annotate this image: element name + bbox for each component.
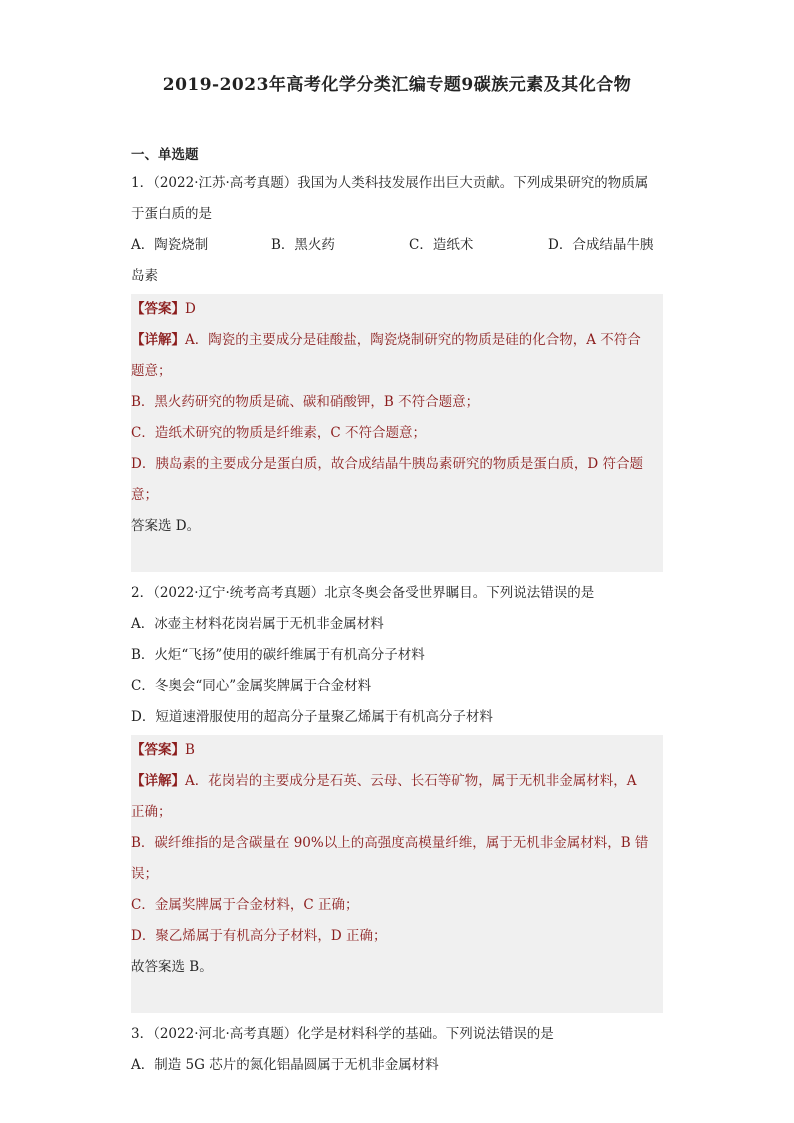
detail-tag: 【详解】 [131,332,185,348]
question-stem: 3．（2022·河北·高考真题）化学是材料科学的基础。下列说法错误的是 [131,1026,554,1042]
detail-line: 意； [131,487,158,503]
answer-tag: 【答案】 [131,301,185,317]
option-d: D．短道速滑服使用的超高分子量聚乙烯属于有机高分子材料 [131,709,493,725]
detail-line: C．造纸术研究的物质是纤维素，C 不符合题意； [131,425,426,441]
answer-value: B [185,742,195,758]
question-stem: 2．（2022·辽宁·统考高考真题）北京冬奥会备受世界瞩目。下列说法错误的是 [131,585,595,601]
option-c: C．冬奥会“同心”金属奖牌属于合金材料 [131,678,372,694]
answer-value: D [185,301,196,317]
detail-line: 正确； [131,804,172,820]
option-d-continued: 岛素 [131,268,158,284]
option-c: C．造纸术 [409,237,474,253]
detail-line: B．黑火药研究的物质是硫、碳和硝酸钾，B 不符合题意； [131,394,480,410]
question-1 [131,168,663,572]
options-row [131,230,663,261]
answer-block [131,294,663,572]
option-a: A．陶瓷烧制 [131,237,209,253]
answer-block [131,735,663,1013]
detail-line: C．金属奖牌属于合金材料，C 正确； [131,897,359,913]
detail-line: 误； [131,866,158,882]
answer-line [131,294,663,325]
option-b: B．黑火药 [271,237,335,253]
option-a: A．冰壶主材料花岗岩属于无机非金属材料 [131,616,384,632]
option-a: A．制造 5G 芯片的氮化铝晶圆属于无机非金属材料 [131,1057,439,1073]
content [131,144,663,1081]
detail-line: 【详解】A．陶瓷的主要成分是硅酸盐，陶瓷烧制研究的物质是硅的化合物，A 不符合 [131,332,641,348]
question-2 [131,578,663,1013]
detail-line: D．胰岛素的主要成分是蛋白质，故合成结晶牛胰岛素研究的物质是蛋白质，D 符合题 [131,456,643,472]
detail-line: D．聚乙烯属于有机高分子材料，D 正确； [131,928,387,944]
question-stem: 于蛋白质的是 [131,206,212,222]
question-3 [131,1019,663,1081]
option-b: B．火炬“飞扬”使用的碳纤维属于有机高分子材料 [131,647,425,663]
detail-tag: 【详解】 [131,773,185,789]
section-heading: 一、单选题 [131,147,199,163]
detail-line: B．碳纤维指的是含碳量在 90%以上的高强度高模量纤维，属于无机非金属材料，B 错 [131,835,649,851]
question-stem: 1．（2022·江苏·高考真题）我国为人类科技发展作出巨大贡献。下列成果研究的物质属 [131,175,649,191]
detail-line: 【详解】A．花岗岩的主要成分是石英、云母、长石等矿物，属于无机非金属材料，A [131,773,637,789]
detail-line: 故答案选 B。 [131,959,213,975]
answer-line [131,735,663,766]
detail-line: 题意； [131,363,172,379]
page-title: 2019-2023年高考化学分类汇编专题9碳族元素及其化合物 [162,75,632,95]
detail-line: 答案选 D。 [131,518,201,534]
answer-tag: 【答案】 [131,742,185,758]
option-d: D．合成结晶牛胰 [548,237,654,253]
